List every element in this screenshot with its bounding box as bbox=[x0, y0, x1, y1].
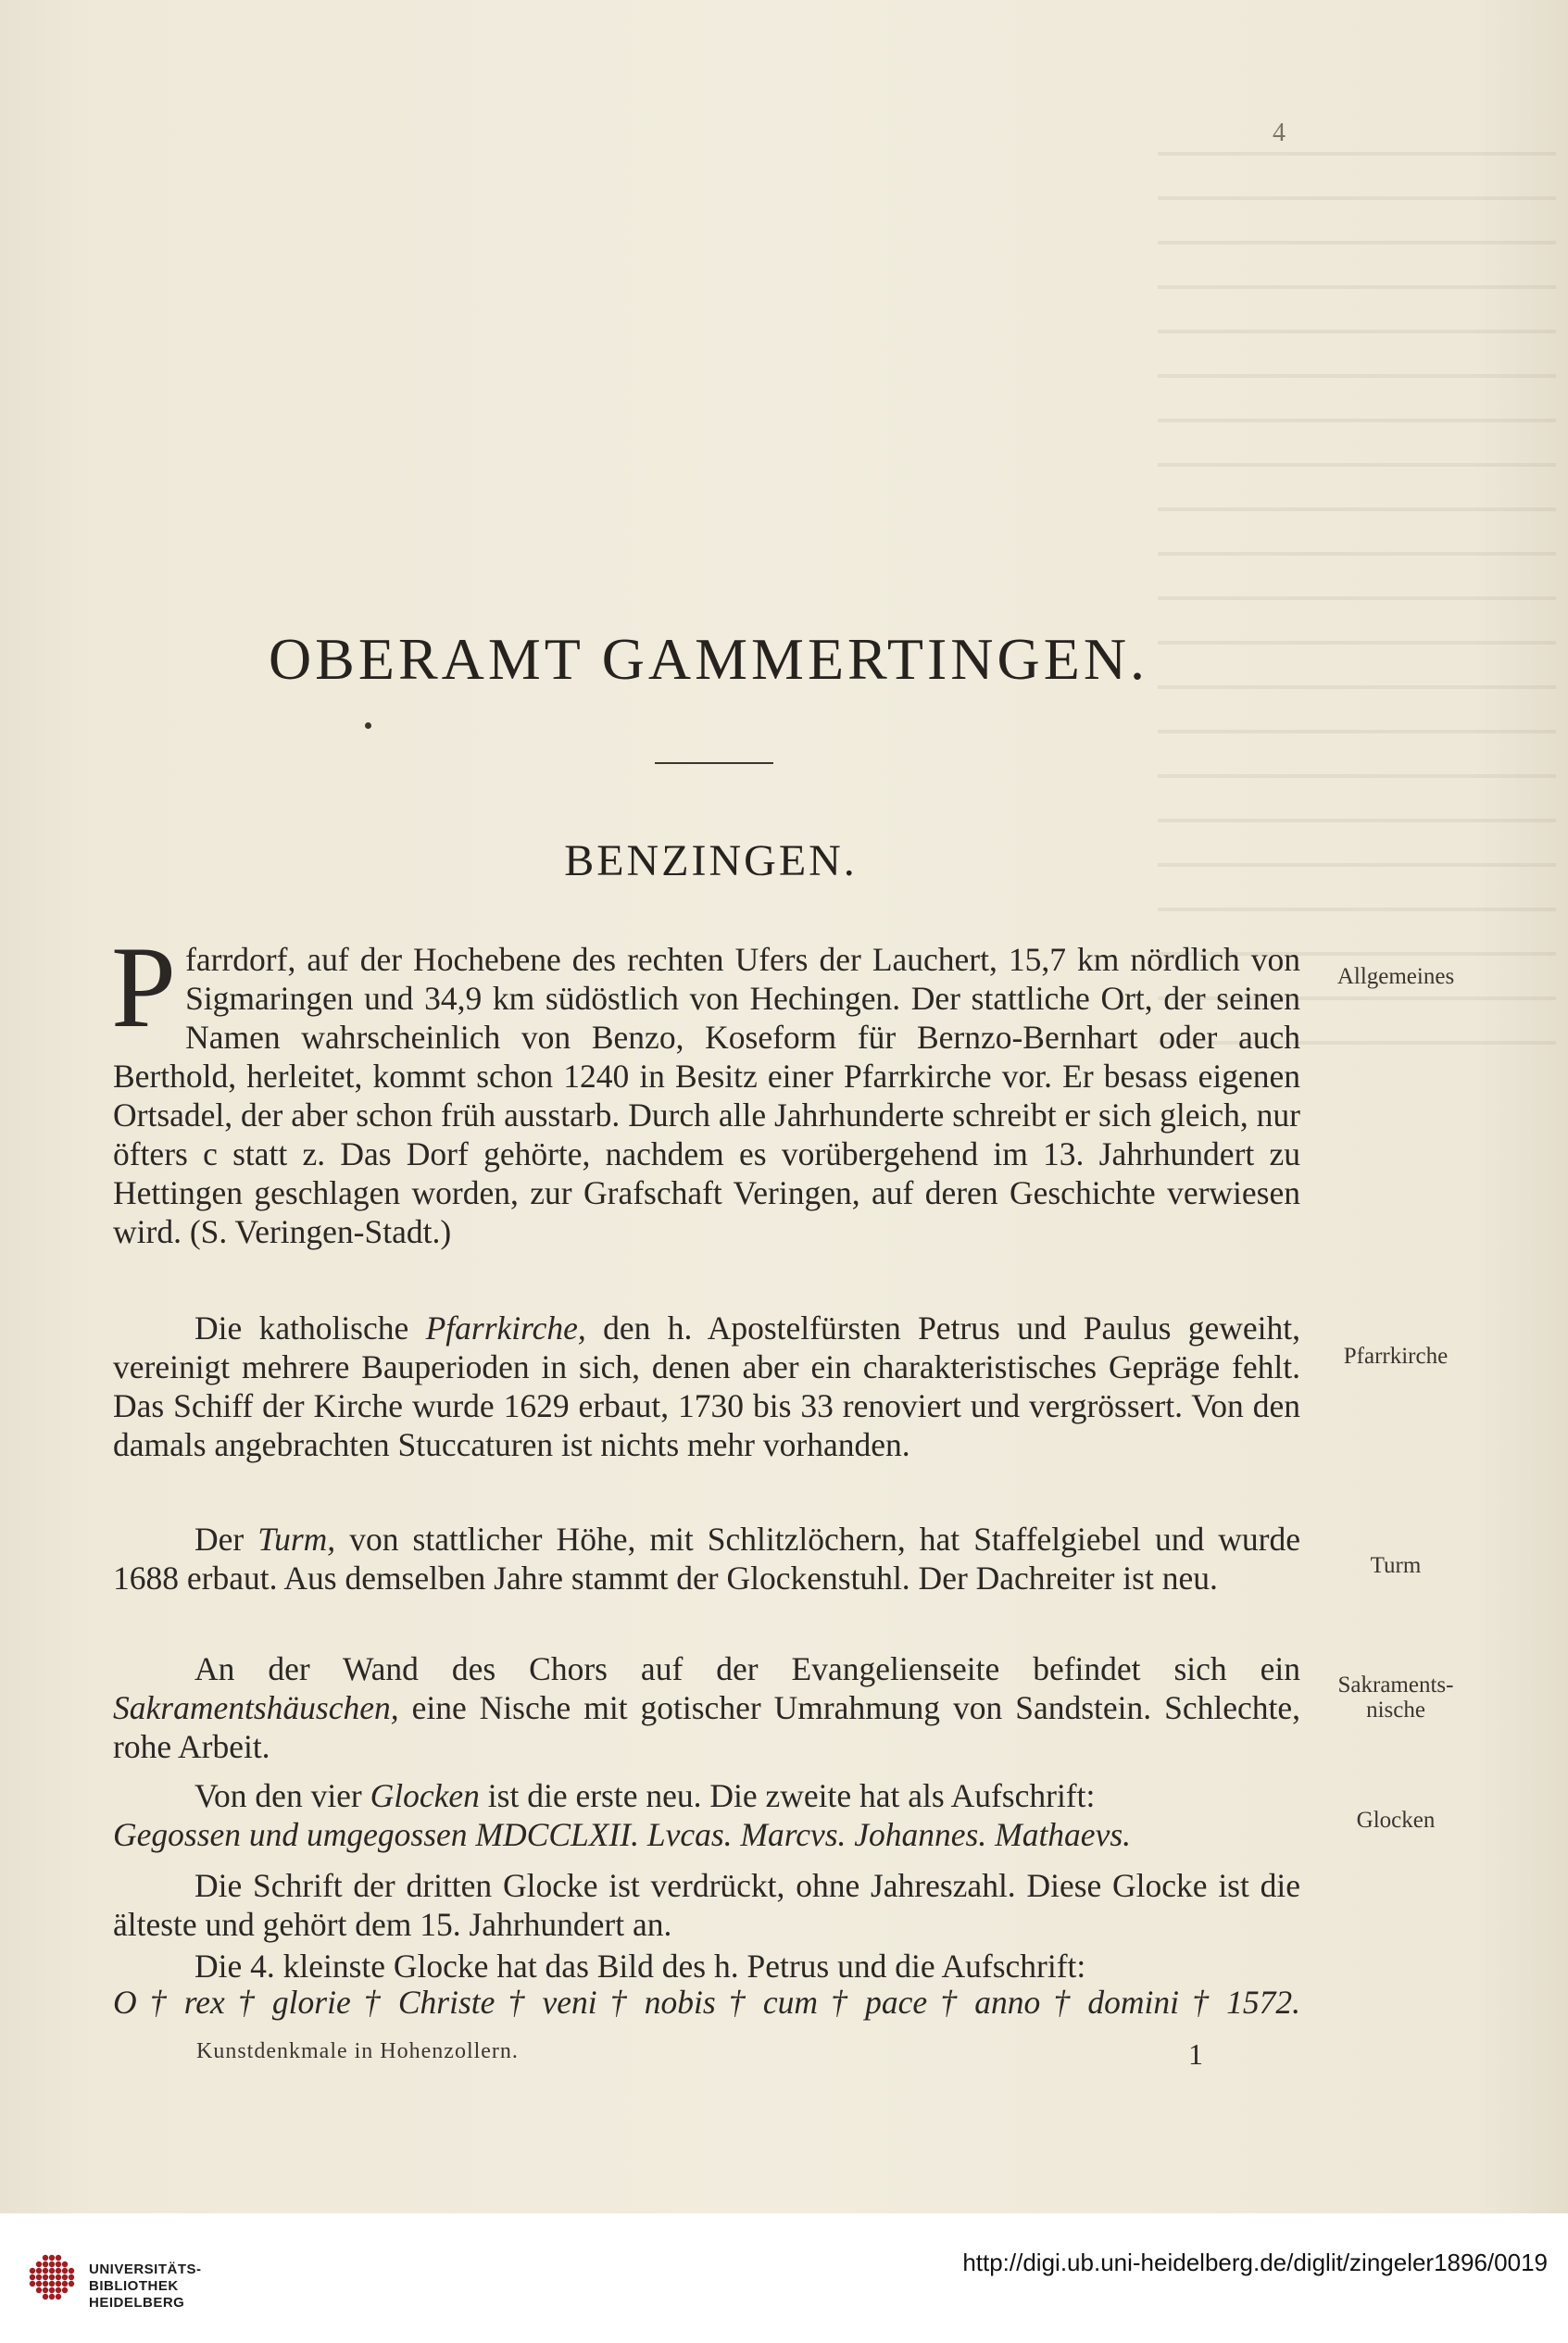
text-run: den h. Apostelfürsten Petrus und Paulus geweiht, vereinigt mehrere Bauperioden in sich, denen aber ein charakteristisches Gepräge fehlt. Das Schiff der Kirche wurde 1629 erbaut, 1730 bis 33 renoviert und vergrössert. Von den damals angebrachten Stuccaturen ist nichts mehr vorhanden. bbox=[113, 1309, 1300, 1463]
margin-note-turm: Turm bbox=[1370, 1553, 1422, 1578]
text-run: eine Nische mit gotischer Umrahmung von Sandstein. Schlechte, rohe Arbeit. bbox=[113, 1689, 1300, 1765]
text-run: von stattlicher Höhe, mit Schlitzlöchern, hat Staffelgiebel und wurde 1688 erbaut. Aus demselben Jahre stammt der Glockenstuhl. Der Dachreiter ist neu. bbox=[113, 1521, 1300, 1597]
logo-line: UNIVERSITÄTS- bbox=[89, 2262, 202, 2277]
italic-term: Glocken bbox=[370, 1777, 480, 1814]
page-number: 1 bbox=[1188, 2037, 1203, 2071]
text-run: Von den vier bbox=[194, 1777, 370, 1814]
margin-note-glocken: Glocken bbox=[1356, 1808, 1436, 1833]
title-rule bbox=[655, 762, 773, 764]
permalink-url[interactable]: http://digi.ub.uni-heidelberg.de/diglit/zingeler1896/0019 bbox=[962, 2249, 1548, 2276]
place-title: BENZINGEN. bbox=[564, 836, 858, 885]
margin-note-sakraments: Sakraments- bbox=[1337, 1673, 1454, 1698]
margin-note-nische: nische bbox=[1366, 1698, 1425, 1723]
text-run: An der Wand des Chors auf der Evangelienseite befindet sich ein bbox=[194, 1650, 1300, 1687]
drop-cap: P bbox=[111, 923, 177, 1052]
ink-dot bbox=[365, 722, 371, 729]
text-run: Der bbox=[194, 1521, 258, 1558]
footer-source: Kunstdenkmale in Hohenzollern. bbox=[196, 2039, 519, 2063]
text-run: ist die erste neu. Die zweite hat als Aufschrift: bbox=[479, 1777, 1096, 1814]
show-through-text bbox=[1158, 111, 1556, 1084]
italic-term: Sakramentshäuschen, bbox=[113, 1689, 399, 1726]
main-title: OBERAMT GAMMERTINGEN. bbox=[268, 626, 1149, 692]
inscription-fourth-bell: O † rex † glorie † Christe † veni † nobis † cum † pace † anno † domini † 1572. bbox=[113, 1984, 1300, 2021]
library-bar bbox=[0, 2213, 1568, 2343]
inscription-second-bell: Gegossen und umgegossen MDCCLXII. Lvcas. Marcvs. Johannes. Mathaevs. bbox=[113, 1816, 1132, 1853]
paragraph-intro-text: farrdorf, auf der Hochebene des rechten Ufers der Lauchert, 15,7 km nördlich von Sigmaringen und 34,9 km südöstlich von Hechingen. Der stattliche Ort, der seinen Namen wahrscheinlich von Benzo, Koseform für Bernzo-Bernhart oder auch Berthold, herleitet, kommt schon 1240 in Besitz einer Pfarrkirche vor. Er besass eigenen Ortsadel, der aber schon früh ausstarb. Durch alle Jahrhunderte schreibt er sich gleich, nur öfters c statt z. Das Dorf gehörte, nachdem es vorübergehend im 13. Jahrhundert zu Hettingen geschlagen worden, zur Grafschaft Veringen, auf deren Geschichte verwiesen wird. (S. Veringen-Stadt.) bbox=[113, 941, 1300, 1250]
paragraph-fourth-bell: Die 4. kleinste Glocke hat das Bild des h. Petrus und die Aufschrift: bbox=[194, 1948, 1086, 1985]
library-seal-icon[interactable] bbox=[13, 2239, 91, 2317]
margin-note-allgemeines: Allgemeines bbox=[1336, 964, 1455, 989]
text-run: Die katholische bbox=[194, 1309, 426, 1347]
italic-term: Turm, bbox=[257, 1521, 336, 1558]
logo-line: HEIDELBERG bbox=[89, 2295, 185, 2311]
paragraph-sakramentshaeuschen bbox=[113, 1649, 1300, 1766]
page-corner-mark: 4 bbox=[1273, 119, 1286, 147]
paragraph-glocken bbox=[113, 1776, 1300, 1815]
paragraph-third-bell: Die Schrift der dritten Glocke ist verdrückt, ohne Jahreszahl. Diese Glocke ist die älteste und gehört dem 15. Jahrhundert an. bbox=[113, 1867, 1300, 1943]
paragraph-turm bbox=[113, 1520, 1300, 1598]
paragraph-intro bbox=[111, 923, 1300, 1251]
logo-line: BIBLIOTHEK bbox=[89, 2278, 179, 2294]
italic-term: Pfarrkirche, bbox=[425, 1309, 586, 1347]
library-logo-text[interactable] bbox=[89, 2262, 202, 2312]
paragraph-pfarrkirche bbox=[113, 1309, 1300, 1464]
margin-note-pfarrkirche: Pfarrkirche bbox=[1343, 1344, 1449, 1369]
